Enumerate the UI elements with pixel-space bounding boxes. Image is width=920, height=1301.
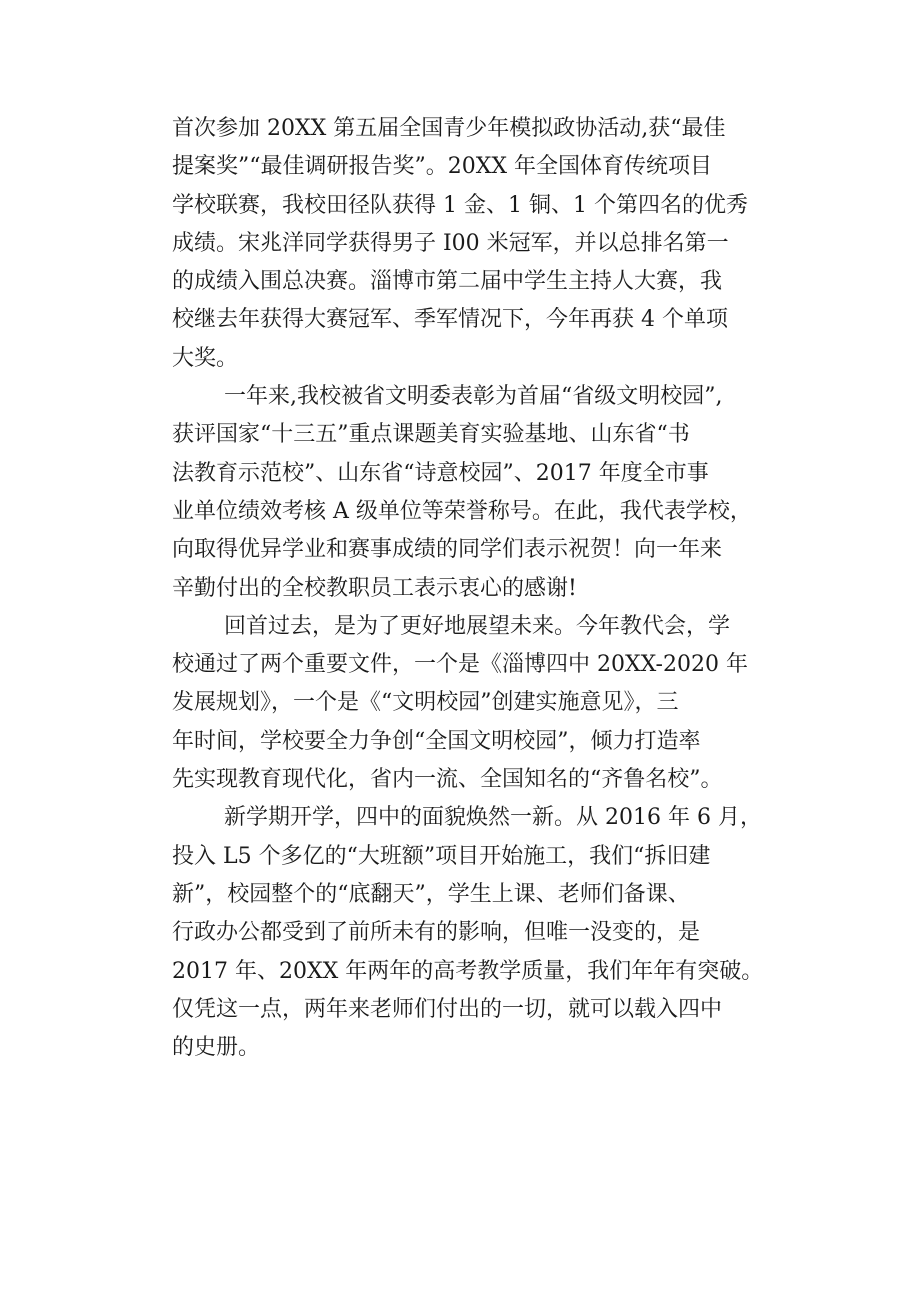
- paragraph-new-semester: [172, 799, 772, 1067]
- text-line: 校继去年获得大赛冠军、季军情况下，今年再获 4 个单项: [172, 307, 728, 333]
- text-line: 提案奖”“最佳调研报告奖”。20XX 年全国体育传统项目: [172, 154, 713, 180]
- text-line: 年时间，学校要全力争创“全国文明校园”，倾力打造率: [172, 728, 701, 754]
- paragraph-future-plans: [172, 608, 772, 799]
- text-line: 业单位绩效考核 A 级单位等荣誉称号。在此，我代表学校，: [172, 498, 752, 524]
- text-line: 先实现教育现代化，省内一流、全国知名的“齐鲁名校”。: [172, 767, 723, 793]
- paragraph-awards: [172, 110, 772, 378]
- text-line: 2017 年、20XX 年两年的高考教学质量，我们年年有突破。: [172, 958, 764, 984]
- text-line: 行政办公都受到了前所未有的影响，但唯一没变的，是: [172, 920, 701, 946]
- text-line: 新学期开学，四中的面貌焕然一新。从 2016 年 6 月，: [224, 805, 762, 831]
- text-line: 发展规划》，一个是《“文明校园”创建实施意见》，三: [172, 690, 679, 716]
- text-line: 向取得优异学业和赛事成绩的同学们表示祝贺！向一年来: [172, 537, 723, 563]
- text-line: 获评国家“十三五”重点课题美育实验基地、山东省“书: [172, 422, 690, 448]
- text-line: 首次参加 20XX 第五届全国青少年模拟政协活动,获“最佳: [172, 116, 726, 141]
- text-line: 的史册。: [172, 1035, 261, 1061]
- text-line: 辛勤付出的全校教职员工表示衷心的感谢!: [172, 575, 577, 601]
- text-line: 的成绩入围总决赛。淄博市第二届中学生主持人大赛，我: [172, 269, 723, 295]
- text-line: 回首过去，是为了更好地展望未来。今年教代会，学: [224, 613, 731, 639]
- text-line: 学校联赛，我校田径队获得 1 金、1 铜、1 个第四名的优秀: [172, 192, 748, 218]
- body-text: [172, 110, 772, 1067]
- text-line: 法教育示范校”、山东省“诗意校园”、2017 年度全市事: [172, 460, 709, 486]
- text-line: 大奖。: [172, 345, 239, 371]
- text-line: 新”，校园整个的“底翻天”，学生上课、老师们备课、: [172, 881, 690, 907]
- text-line: 仅凭这一点，两年来老师们付出的一切，就可以载入四中: [172, 996, 723, 1022]
- text-line: 成绩。宋兆洋同学获得男子 I00 米冠军，并以总排名第一: [172, 230, 729, 256]
- text-line: 投入 L5 个多亿的“大班额”项目开始施工，我们“拆旧建: [172, 843, 711, 869]
- text-line: 校通过了两个重要文件，一个是《淄博四中 20XX-2020 年: [172, 652, 748, 678]
- paragraph-honors: [172, 378, 772, 608]
- text-line: 一年来,我校被省文明委表彰为首届“省级文明校园”,: [224, 384, 723, 410]
